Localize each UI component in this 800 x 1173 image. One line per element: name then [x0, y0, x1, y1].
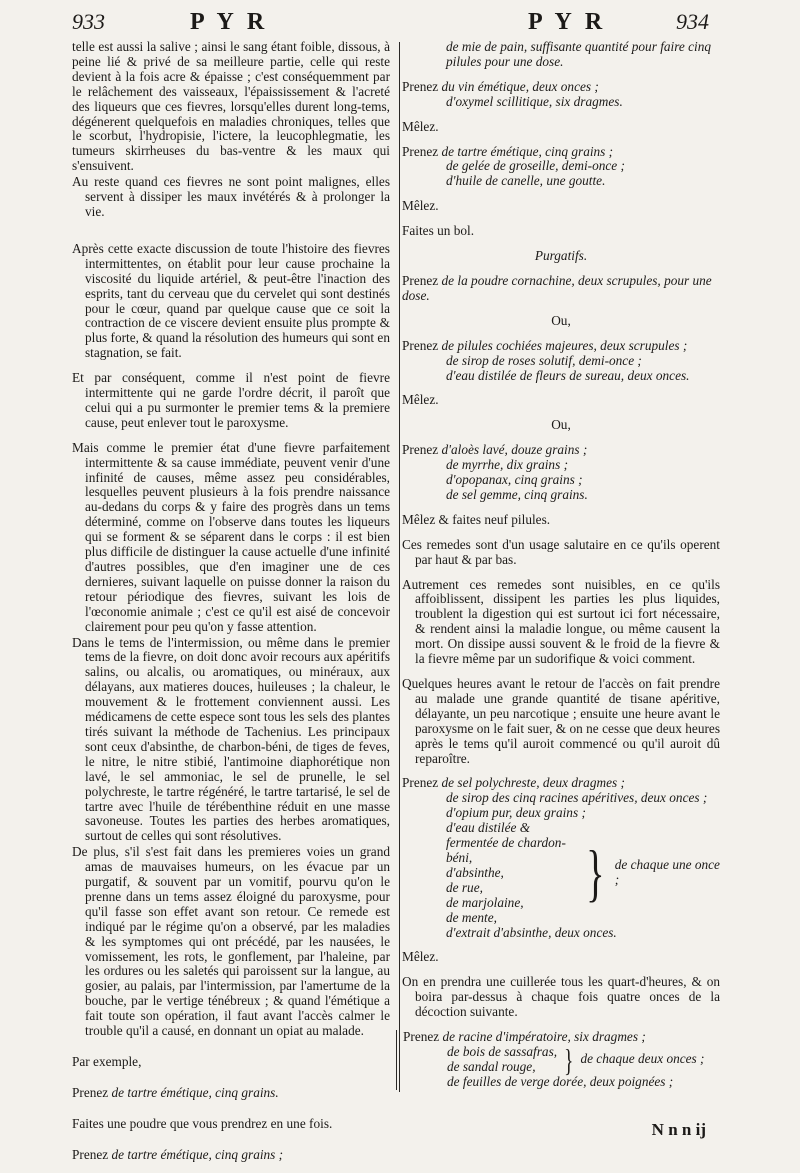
signature-mark: N n n ij — [651, 1120, 706, 1139]
recipe-ingredient: de gelée de groseille, demi-once ; — [446, 158, 625, 174]
brace-label: de chaque une once ; — [614, 857, 720, 888]
brace-group — [403, 1041, 720, 1078]
prenez-label: Prenez — [72, 1084, 112, 1100]
paragraph: Ces remedes sont d'un usage salutaire en ce qu'ils operent par haut & par bas. — [402, 536, 720, 567]
text-line: Mêlez. — [402, 198, 439, 214]
recipe-ingredient: d'oxymel scillitique, six dragmes. — [446, 93, 623, 109]
recipe — [402, 776, 720, 940]
column-divider — [399, 42, 400, 1092]
recipe-ingredient: de sirop des cinq racines apéritives, deux onces ; — [446, 790, 708, 806]
recipe-ingredient: de marjolaine, — [446, 894, 524, 910]
text-line: Mêlez. — [402, 949, 439, 965]
recipe-line — [72, 1148, 390, 1163]
recipe-line — [72, 1086, 390, 1101]
brace-list — [403, 1045, 557, 1075]
recipe-ingredient: de mente, — [446, 909, 497, 925]
recipe-ingredient: de sel gemme, cinq grains. — [446, 486, 588, 502]
section-heading: Purgatifs. — [534, 248, 588, 264]
prenez-label: Prenez — [402, 78, 442, 94]
text-line: Faites une poudre que vous prendrez en une fois. — [72, 1115, 333, 1131]
recipe — [402, 339, 720, 384]
paragraph: De plus, s'il s'est fait dans les premieres voies un grand amas de mauvaises humeurs, on les évacue par un purgatif, & souvent par un vomitif, pourvu qu'on le prenne dans un tems assez éloigné du paroxysme, pour qu'il fasse son effet avant son retour. Ce remede est indiqué par le régime qu'on a observé, par les maladies & les symptomes qui ont précédé, par les nausées, le vomissement, les rots, le gonflement, par l'haleine, par les ordures ou les saletés qui paroissent sur la langue, au gosier, au palais, par l'intermission, par l'amertume de la bouche, par le vertige ténébreux ; & quand l'émétique a fait toute son opération, il faut avant l'accès calmer le trouble qu'il a causé, en donnant un opiat au malade. — [72, 844, 390, 1039]
brace-group — [402, 821, 720, 925]
paragraph: Mais comme le premier état d'une fievre parfaitement intermittente & sa cause immédiate, peuvent venir d'une infinité de causes, même assez peu considérables, lesquelles peuvent plusieurs à la fois prendre naissance au-dedans du corps & y faire des progrès dans un tems déterminé, comme on l'observe dans toutes les liqueurs qui se forment & se séparent dans le corps : il est bien plus difficile de distinguer la cause actuelle d'une infinité d'autres possibles, que d'en imaginer une de ces dernieres, suivant laquelle on puisse donner la raison du retour périodique des fievres, suivant les lois de l'œconomie animale ; c'est ce qu'il est aisé de concevoir clairement pour peu qu'on y fasse attention. — [72, 439, 390, 634]
recipe-line — [402, 80, 720, 95]
recipe — [402, 274, 720, 304]
recipe-ingredient: d'absinthe, — [446, 864, 504, 880]
recipe-ingredient: de tartre émétique, cinq grains ; — [111, 1146, 284, 1162]
recipe-line — [402, 274, 720, 304]
text-line: Mêlez. — [402, 392, 439, 408]
recipe-ingredient: de sirop de roses solutif, demi-once ; — [446, 352, 642, 368]
left-column — [72, 40, 390, 1173]
recipe-ingredient: d'opopanax, cinq grains ; — [446, 472, 583, 488]
text-line: Faites un bol. — [402, 223, 475, 239]
text-line: Ou, — [551, 312, 571, 328]
recipe-ingredient: d'eau distilée & fermentée de chardon-béni, — [446, 820, 566, 865]
recipe-line — [402, 776, 720, 791]
right-page-number: 934 — [676, 9, 709, 34]
paragraph: Autrement ces remedes sont nuisibles, en ce qu'ils affoiblissent, dissipent les parties les plus liquides, troublent la digestion qui est surtout ici fort nécessaire, & rendent ainsi la maladie longue, ou même causent la mort. On dissipe aussi souvent & le froid de la fievre & la fievre même par un sudorifique & voici comment. — [402, 576, 720, 667]
text-line: Mêlez. — [402, 118, 439, 134]
recipe-ingredient: de racine d'impératoire, six dragmes ; — [442, 1029, 646, 1045]
recipe-ingredient: de la poudre cornachine, deux scrupules, pour une dose. — [402, 272, 712, 303]
curly-brace-icon: } — [564, 1041, 574, 1078]
recipe — [402, 80, 720, 110]
recipe-line — [403, 1030, 720, 1045]
recipe-ingredient: de myrrhe, dix grains ; — [446, 457, 568, 473]
prenez-label: Prenez — [402, 337, 442, 353]
text-line: Par exemple, — [72, 1054, 142, 1069]
prenez-label: Prenez — [402, 272, 442, 288]
prenez-label: Prenez — [402, 775, 442, 791]
paragraph: Au reste quand ces fievres ne sont point malignes, elles servent à dissiper les maux invétérés & à prolonger la vie. — [72, 174, 390, 219]
right-column — [402, 40, 720, 1100]
paragraph: On en prendra une cuillerée tous les quart-d'heures, & on boira par-dessus à chaque fois quatre onces de la décoction suivante. — [402, 974, 720, 1020]
recipe-line — [402, 145, 720, 160]
recipe-ingredient: de sel polychreste, deux dragmes ; — [441, 775, 625, 791]
recipe-ingredient: d'aloès lavé, douze grains ; — [441, 442, 588, 458]
recipe-ingredient: d'huile de canelle, une goutte. — [446, 173, 606, 189]
prenez-label: Prenez — [402, 442, 442, 458]
recipe — [396, 1030, 720, 1090]
recipe — [402, 443, 720, 503]
paragraph: Et par conséquent, comme il n'est point de fievre intermittente qui ne garde l'ordre décrit, il paroît que celui qui a pu surmonter le premier tems & la premiere cause, peut enlever tout le paroxysme. — [72, 370, 390, 430]
recipe-continuation: de mie de pain, suffisante quantité pour faire cinq pilules pour une dose. — [446, 39, 712, 69]
left-page-number: 933 — [72, 9, 105, 34]
text-line: Ou, — [551, 417, 571, 433]
recipe-ingredient: d'extrait d'absinthe, deux onces. — [446, 924, 617, 940]
recipe-ingredient: de rue, — [446, 879, 483, 895]
text-line: Mêlez & faites neuf pilules. — [402, 511, 551, 527]
curly-brace-icon: } — [586, 837, 605, 909]
recipe-ingredient: de tartre émétique, cinq grains ; — [441, 143, 614, 159]
recipe — [402, 145, 720, 190]
prenez-label: Prenez — [402, 143, 442, 159]
recipe-line — [402, 339, 720, 354]
recipe-ingredient: de feuilles de verge dorée, deux poignées ; — [447, 1073, 674, 1089]
recipe-ingredient: du vin émétique, deux onces ; — [441, 78, 599, 94]
prenez-label: Prenez — [72, 1146, 112, 1162]
brace-label: de chaque deux onces ; — [580, 1051, 705, 1067]
right-running-head: P Y R — [528, 9, 607, 35]
paragraph: telle est aussi la salive ; ainsi le sang étant foible, dissous, à peine lié & privé de sa meilleure partie, celle qui reste devient à la fois acre & épaisse ; c'est conséquemment par le relâchement des vaisseaux, l'épaississement & l'acreté des liqueurs que ces fievres, lorsqu'elles durent long-tems, dégénerent quelquefois en maladies chroniques, telles que le scorbut, l'hydropisie, l'ictere, la leucophlegmatie, les tumeurs skirrheuses du bas-ventre & les maux qui s'ensuivent. — [72, 39, 390, 174]
recipe-ingredient: d'eau distilée de fleurs de sureau, deux onces. — [446, 367, 690, 383]
prenez-label: Prenez — [403, 1029, 443, 1045]
recipe-ingredient: de sandal rouge, — [447, 1058, 536, 1074]
brace-list — [402, 821, 576, 925]
recipe-ingredient: de bois de sassafras, — [447, 1044, 558, 1060]
paragraph: Dans le tems de l'intermission, ou même dans le premier tems de la fievre, on doit donc avoir recours aux apéritifs salins, ou alcalis, ou aromatiques, ou minéraux, aux délayans, aux matieres douces, huileuses ; la chaleur, le mouvement & le frottement conviennent aussi. Les médicamens de cette espece sont tous les sels des plantes tirés suivant la méthode de Tachenius. Les principaux sont ceux d'absinthe, de charbon-béni, de tiges de feves, le nitre, le nitre stibié, l'antimoine diaphorétique non lavé, le sel ammoniac, le sel de prunelle, le sel polychreste, le tartre régénéré, le tartre tartarisé, le sel de tartre avec l'huile de térébenthine réduit en une masse savoneuse. Toutes les parties des herbes aromatiques, surtout de celles qui sont résolutives. — [72, 634, 390, 844]
recipe-ingredient: de tartre émétique, cinq grains. — [111, 1084, 279, 1100]
recipe-line — [402, 443, 720, 458]
recipe-ingredient: de pilules cochiées majeures, deux scrupules ; — [441, 337, 688, 353]
paragraph: Après cette exacte discussion de toute l'histoire des fievres intermittentes, on établit pour leur cause prochaine la viscosité du liquide artériel, & peut-être l'inaction des esprits, tant du cerveau que du cervelet qui sont destinés pour le cœur, quand par quelque cause que ce soit la contraction de ce viscere devient ensuite plus prompte & plus forte, & quand la résolution des humeurs qui sont en stagnation, se fait. — [72, 240, 390, 361]
paragraph: Quelques heures avant le retour de l'accès on fait prendre au malade une grande quantité de tisane apéritive, délayante, un peu narcotique ; ensuite une heure avant le paroxysme on le fait suer, & on ne cesse que deux heures après le tems qu'il auroit commencé ou qu'il auroit dû reparoître. — [402, 676, 720, 766]
recipe-ingredient: d'opium pur, deux grains ; — [446, 805, 586, 821]
left-running-head: P Y R — [190, 9, 269, 35]
